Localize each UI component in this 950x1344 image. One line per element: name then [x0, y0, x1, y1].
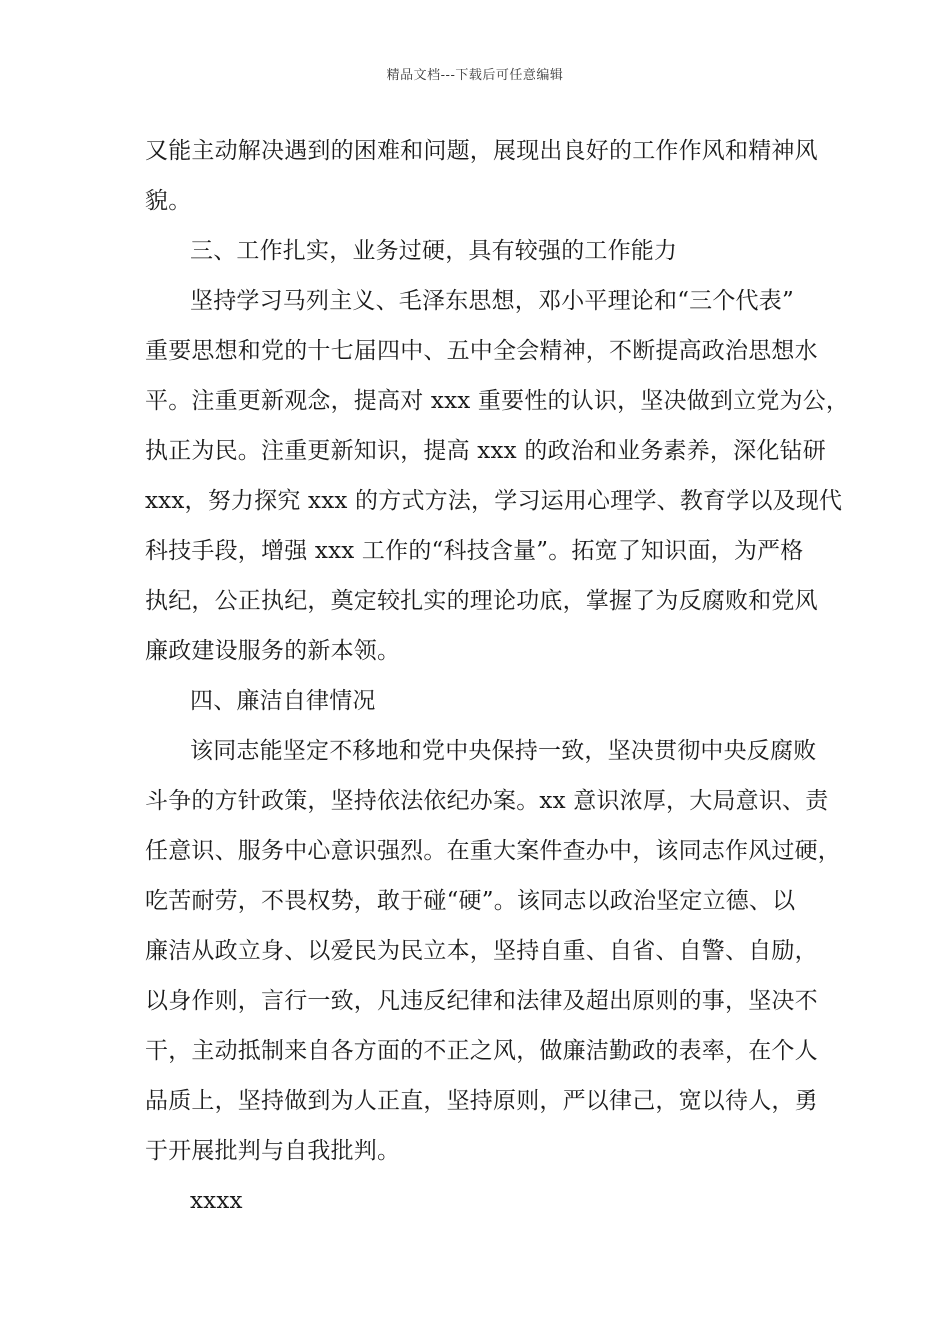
body-line: 廉政建设服务的新本领。: [145, 638, 401, 664]
body-line: 干，主动抵制来自各方面的不正之风，做廉洁勤政的表率，在个人: [145, 1038, 818, 1064]
body-line: 吃苦耐劳，不畏权势，敢于碰“硬”。该同志以政治坚定立德、以: [145, 888, 796, 914]
body-line: 执正为民。注重更新知识，提高 xxx 的政治和业务素养，深化钻研: [145, 438, 826, 464]
signature-line: xxxx: [190, 1188, 243, 1214]
section-heading: 三、工作扎实，业务过硬，具有较强的工作能力: [190, 238, 678, 264]
body-line: 又能主动解决遇到的困难和问题，展现出良好的工作作风和精神风: [145, 138, 818, 164]
body-line: 科技手段，增强 xxx 工作的“科技含量”。拓宽了知识面，为严格: [145, 538, 804, 564]
body-line: 于开展批判与自我批判。: [145, 1138, 401, 1164]
section-heading: 四、廉洁自律情况: [190, 688, 376, 714]
body-line: 貌。: [145, 188, 192, 214]
body-line: 重要思想和党的十七届四中、五中全会精神，不断提高政治思想水: [145, 338, 818, 364]
body-line: 斗争的方针政策，坚持依法依纪办案。xx 意识浓厚，大局意识、责: [145, 788, 829, 814]
body-line: 以身作则，言行一致，凡违反纪律和法律及超出原则的事，坚决不: [145, 988, 818, 1014]
body-line: 执纪，公正执纪，奠定较扎实的理论功底，掌握了为反腐败和党风: [145, 588, 818, 614]
page-header: 精品文档---下载后可任意编辑: [386, 68, 564, 83]
body-line: 品质上，坚持做到为人正直，坚持原则，严以律己，宽以待人，勇: [145, 1088, 818, 1114]
body-line: 该同志能坚定不移地和党中央保持一致，坚决贯彻中央反腐败: [190, 738, 817, 764]
body-line: 廉洁从政立身、以爱民为民立本，坚持自重、自省、自警、自励，: [145, 938, 818, 964]
body-line: 平。注重更新观念，提高对 xxx 重要性的认识，坚决做到立党为公，: [145, 388, 850, 414]
body-line: xxx，努力探究 xxx 的方式方法，学习运用心理学、教育学以及现代: [145, 488, 843, 514]
body-line: 坚持学习马列主义、毛泽东思想，邓小平理论和“三个代表”: [190, 288, 794, 314]
body-line: 任意识、服务中心意识强烈。在重大案件查办中，该同志作风过硬，: [145, 838, 841, 864]
